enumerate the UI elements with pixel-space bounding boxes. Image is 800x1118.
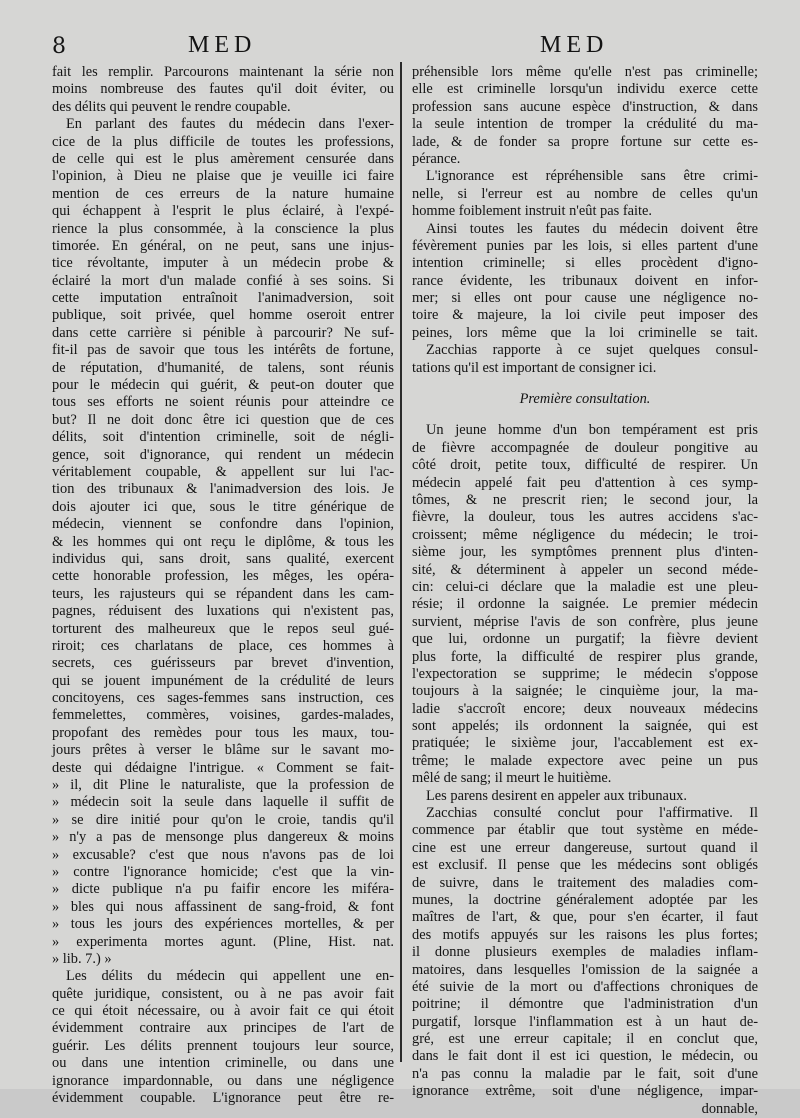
text-line: Un jeune homme d'un bon tempérament est pris — [426, 422, 758, 439]
text-line: de suivre, dans le traitement des maladies com- — [412, 874, 758, 891]
text-line: de fièvre accompagnée de douleur pongitive au — [412, 439, 758, 456]
text-line: médecin, viennent se confondre dans l'opinion, — [52, 516, 394, 533]
text-line: » contre l'ignorance homicide; c'est que la vin- — [52, 863, 394, 880]
text-line: gré, est une erreur capitale; il en conclut que, — [412, 1031, 758, 1048]
text-line: gence, soit d'ignorance, qui rendent un médecin — [52, 446, 394, 463]
text-line: homme foiblement instruit n'eût pas faite. — [412, 203, 652, 220]
right-column-text-a — [412, 64, 758, 377]
text-line: » dicte publique n'a pu faifir encore les miféra- — [52, 881, 394, 898]
text-line: Les délits du médecin qui appellent une en- — [66, 968, 394, 985]
running-head-right: MED — [540, 32, 609, 58]
text-line: févèrement punies par les lois, si elles partent d'une — [412, 237, 758, 254]
text-line: cine est une erreur dangereuse, surtout quand il — [412, 839, 758, 856]
text-line: tômes, & ne prescrit rien; le second jour, la — [412, 491, 758, 508]
text-line: riroit; ces charlatans de place, ces hommes à — [52, 637, 394, 654]
text-line: mention de ces erreurs de la nature humaine — [52, 185, 394, 202]
text-line: pratiquée; le sixième jour, l'accablement est ex- — [412, 735, 758, 752]
text-line: » se dire initié pour qu'on le croie, tandis qu'il — [52, 811, 394, 828]
text-line: cin: celui-ci déclare que la maladie est une pleu- — [412, 578, 758, 595]
text-line: » lib. 7.) » — [52, 950, 112, 967]
text-line: tion des tribunaux & l'animadversion des lois. Je — [52, 481, 394, 498]
text-line: de celle qui est le plus amèrement censurée dans — [52, 150, 394, 167]
text-line: intention criminelle; si elles procèdent d'igno- — [412, 255, 758, 272]
text-line: teurs, les rajusteurs qui se répandent dans les cam- — [52, 585, 394, 602]
text-line: évidemment contraire aux principes de l'art de — [52, 1020, 394, 1037]
text-line: En parlant des fautes du médecin dans l'exer- — [66, 116, 394, 133]
text-line: rance évidente, les tribunaux doivent en infor- — [412, 272, 758, 289]
text-line: tous ses efforts ne soient réunis pour atteindre ce — [52, 394, 394, 411]
text-line: pour le médecin qui guérit, & peut-on douter que — [52, 377, 394, 394]
text-line: éclairé la mort d'un malade confié à ses soins. Si — [52, 272, 394, 289]
text-line: tice révoltante, imputer à un médecin probe & — [52, 255, 394, 272]
text-line: » excusable? c'est que nous n'avons pas de loi — [52, 846, 394, 863]
text-line: fit-il pas de savoir que tous les intérêts de fortune, — [52, 342, 394, 359]
text-line: timorée. En général, on ne peut, sans une injus- — [52, 237, 394, 254]
text-line: toire & majeure, la loi civile peut imposer des — [412, 307, 758, 324]
page-header — [0, 32, 800, 62]
text-line: » tous les jours des expériences mortelles, & per — [52, 916, 394, 933]
text-line: est exclusif. Il pense que les médecins sont obligés — [412, 857, 758, 874]
text-line: peines, lors même que la loi criminelle se tait. — [412, 324, 758, 341]
text-line: moins nombreuse des fautes qu'il doit éviter, ou — [52, 81, 394, 98]
running-head-left: MED — [188, 32, 257, 58]
text-line: véritablement coupable, & appellent sur lui l'ac- — [52, 463, 394, 480]
text-line: sité, & déterminent à appeler un second méde- — [412, 561, 758, 578]
text-line: évidemment coupable. L'ignorance peut être re- — [52, 1090, 394, 1107]
text-line: Zacchias consulté conclut pour l'affirmative. Il — [426, 805, 758, 822]
text-line: sième jour, les symptômes prennent plus d'inten- — [412, 544, 758, 561]
text-line: jours prêtes à verser le blâme sur le savant mo- — [52, 742, 394, 759]
text-line: pérance. — [412, 150, 461, 167]
text-line: n'a pas connu la maladie par le fait, soit d'une — [412, 1065, 758, 1082]
text-line: propofant des remèdes pour tous les maux, tou- — [52, 724, 394, 741]
text-line: mêlé de sang; il meurt le huitième. — [412, 770, 612, 787]
text-line: publique, soit privée, quel homme oseroit entrer — [52, 307, 394, 324]
text-line: but? Il ne doit donc être ici question que de ces — [52, 411, 394, 428]
text-line: maîtres de l'art, & que, pour s'en écarter, il faut — [412, 909, 758, 926]
text-line: la seule intention de tromper la crédulité du ma- — [412, 116, 758, 133]
text-line: ignorance extrême, soit d'une négligence, impar- — [412, 1083, 758, 1100]
text-line: profession sans aucune espèce d'instruction, & dans — [412, 98, 758, 115]
text-line: torturent des malheureux que le repos seul gué- — [52, 620, 394, 637]
text-line: nelle, si l'erreur est au nombre de celles qu'un — [412, 185, 758, 202]
text-line: des motifs appuyés sur les raisons les plus fortes; — [412, 926, 758, 943]
text-line: plus forte, la difficulté de respirer plus grande, — [412, 648, 758, 665]
text-line: des délits qui peuvent le rendre coupable. — [52, 98, 291, 115]
text-line: dans cette carrière si pénible à parcourir? Ne suf- — [52, 324, 394, 341]
right-column — [412, 64, 758, 1118]
text-line: sont appelés; ils ordonnent la saignée, qui est — [412, 718, 758, 735]
text-line: que lui, ordonne un purgatif; la fièvre devient — [412, 631, 758, 648]
text-line: » bles qui nous affassinent de sang-froid, & font — [52, 898, 394, 915]
text-line: croissent; même négligence du médecin; le troi- — [412, 526, 758, 543]
text-line: tations qu'il est important de consigner ici. — [412, 359, 657, 376]
text-line: mer; si elles ont pour cause une négligence no- — [412, 290, 758, 307]
text-line: poitrine; il démontre que l'administration d'un — [412, 996, 758, 1013]
text-line: l'expectoration se supprime; le médecin s'oppose — [412, 665, 758, 682]
text-line: » il, dit Pline le naturaliste, que la profession de — [52, 777, 394, 794]
text-line: résie; il ordonne la saignée. Le premier médecin — [412, 596, 758, 613]
text-line: » n'y a pas de mensonge plus dangereux & moins — [52, 829, 394, 846]
text-line: il donne plusieurs exemples de maladies inflam- — [412, 944, 758, 961]
text-line: de réputation, d'humanité, de talens, sont réunis — [52, 359, 394, 376]
text-line: toujours à la saignée; le cinquième jour, la ma- — [412, 683, 758, 700]
catchword: donnable, — [701, 1100, 758, 1117]
text-line: dans le fait dont il est ici question, le médecin, ou — [412, 1048, 758, 1065]
section-title: Première consultation. — [519, 391, 651, 408]
text-line: cice de la plus difficile de toutes les professions, — [52, 133, 394, 150]
left-column — [52, 64, 394, 1107]
text-line: délits, soit d'intention criminelle, soit de négli- — [52, 429, 394, 446]
text-line: lade, & de fonder sa propre fortune sur cette es- — [412, 133, 758, 150]
text-line: ignorance impardonnable, ou dans une négligence — [52, 1072, 394, 1089]
text-line: munes, la doctrine généralement adoptée par les — [412, 891, 758, 908]
text-line: L'ignorance est répréhensible sans être crimi- — [426, 168, 758, 185]
text-line: l'opinion, à Dieu ne plaise que je veuille ici faire — [52, 168, 394, 185]
text-line: fait les remplir. Parcourons maintenant la série non — [52, 64, 394, 80]
text-line: ladie s'accroît encore; deux nouveaux médecins — [412, 700, 758, 717]
text-line: purgatif, lorsque l'inflammation est à un haut de- — [412, 1013, 758, 1030]
text-line: rience la plus consommée, à la conscience la plus — [52, 220, 394, 237]
text-line: trême; le malade expectore avec peine un pus — [412, 752, 758, 769]
text-line: fièvre, la douleur, tous les autres accidens s'ac- — [412, 509, 758, 526]
text-line: concitoyens, ces sages-femmes sans instruction, ces — [52, 690, 394, 707]
text-line: Zacchias rapporte à ce sujet quelques consul- — [426, 342, 758, 359]
text-line: préhensible lors même qu'elle n'est pas criminelle; — [412, 64, 758, 80]
text-line: secrets, ces guérisseurs par brevet d'invention, — [52, 655, 394, 672]
text-line: matoires, dans lesquelles l'omission de la saignée a — [412, 961, 758, 978]
text-line: ce qui étoit nécessaire, ou à avoir fait ce qui étoit — [52, 1003, 394, 1020]
text-line: Ainsi toutes les fautes du médecin doivent être — [426, 220, 758, 237]
text-line: guérir. Les délits prennent toujours leur source, — [52, 1037, 394, 1054]
text-line: côté droit, petite toux, difficulté de respirer. Un — [412, 457, 758, 474]
text-line: cette imputation entraînoit l'animadversion, soit — [52, 290, 394, 307]
text-line: elle est criminelle lorsqu'un individu exerce cette — [412, 81, 758, 98]
text-line: pagnes, réduisent des luxations qui n'existent pas, — [52, 603, 394, 620]
text-line: survient, méprise l'avis de son confrère, plus jeune — [412, 613, 758, 630]
column-divider — [400, 62, 402, 1062]
text-line: médecin appelé fait peu d'attention à ces symp- — [412, 474, 758, 491]
text-line: individus qui, sans droit, sans qualité, exercent — [52, 550, 394, 567]
text-line: commence par établir que tout système en méde- — [412, 822, 758, 839]
text-line: qui se jouent impunément de la crédulité de leurs — [52, 672, 394, 689]
text-line: quête juridique, consistent, ou à ne pas avoir fait — [52, 985, 394, 1002]
text-line: » experimenta mortes agunt. (Pline, Hist. nat. — [52, 933, 394, 950]
text-line: cette honorable profession, les mêges, les opéra- — [52, 568, 394, 585]
text-line: dois ajouter ici que, sous le titre générique de — [52, 498, 394, 515]
text-line: Les parens desirent en appeler aux tribunaux. — [426, 787, 687, 804]
right-column-text-b — [412, 422, 758, 1100]
text-line: été suivie de la mort ou d'affections chroniques de — [412, 978, 758, 995]
page-number: 8 — [52, 34, 66, 59]
text-line: deste qui dédaigne l'intrigue. « Comment se fait- — [52, 759, 394, 776]
text-line: femmelettes, commères, voisines, gardes-malades, — [52, 707, 394, 724]
text-line: ou dans une intention criminelle, ou dans une — [52, 1055, 394, 1072]
text-line: & les hommes qui ont reçu le diplôme, & tous les — [52, 533, 394, 550]
text-line: qui échappent à l'esprit le plus éclairé, à l'expé- — [52, 203, 394, 220]
text-line: » médecin soit la seule dans laquelle il suffit de — [52, 794, 394, 811]
